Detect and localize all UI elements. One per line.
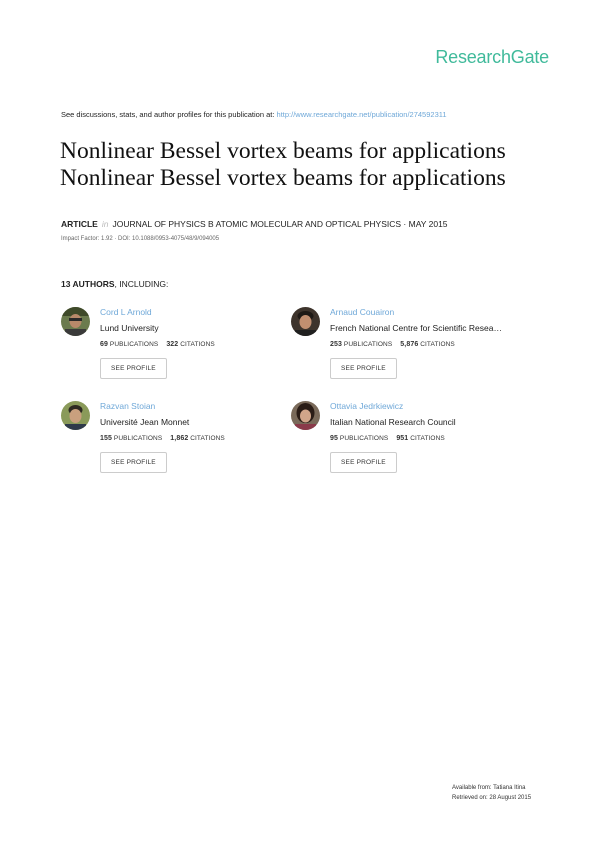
citations-count: 322 xyxy=(166,341,179,348)
avatar[interactable] xyxy=(291,307,320,336)
author-stats xyxy=(100,341,300,348)
researchgate-logo[interactable]: ResearchGate xyxy=(435,47,549,67)
publication-meta xyxy=(61,219,448,229)
author-name[interactable]: Ottavia Jedrkiewicz xyxy=(330,401,404,411)
author-name[interactable]: Razvan Stoian xyxy=(100,401,156,411)
available-from: Available from: Tatiana Itina xyxy=(452,785,526,791)
footer-info xyxy=(452,783,531,803)
see-profile-button[interactable]: SEE PROFILE xyxy=(100,358,167,379)
discussion-line xyxy=(61,110,447,119)
author-name[interactable]: Arnaud Couairon xyxy=(330,307,395,317)
publications-count: 253 xyxy=(330,341,342,348)
see-profile-button[interactable]: SEE PROFILE xyxy=(330,452,397,473)
publications-label: PUBLICATIONS xyxy=(343,341,393,348)
authors-heading xyxy=(61,279,168,289)
see-profile-button[interactable]: SEE PROFILE xyxy=(330,358,397,379)
author-institution: Université Jean Monnet xyxy=(100,417,190,427)
journal-name[interactable]: JOURNAL OF PHYSICS B ATOMIC MOLECULAR AND OPTICAL PHYSICS · MAY 2015 xyxy=(112,219,448,229)
citations-count: 5,876 xyxy=(400,341,419,348)
impact-factor-doi: Impact Factor: 1.92 · DOI: 10.1088/0953-4075/48/9/094005 xyxy=(61,236,220,242)
author-institution: French National Centre for Scientific Resea… xyxy=(330,323,502,333)
citations-label: CITATIONS xyxy=(190,435,225,442)
publications-count: 69 xyxy=(100,341,108,348)
avatar[interactable] xyxy=(61,401,90,430)
avatar[interactable] xyxy=(61,307,90,336)
author-stats xyxy=(330,341,530,348)
publication-type: ARTICLE xyxy=(61,219,98,229)
author-institution: Lund University xyxy=(100,323,159,333)
author-stats xyxy=(330,435,530,442)
see-profile-button[interactable]: SEE PROFILE xyxy=(100,452,167,473)
avatar[interactable] xyxy=(291,401,320,430)
paper-title-line-1: Nonlinear Bessel vortex beams for applications xyxy=(60,138,506,164)
publications-count: 155 xyxy=(100,435,112,442)
paper-title-line-2: Nonlinear Bessel vortex beams for applications xyxy=(60,165,506,191)
citations-label: CITATIONS xyxy=(410,435,445,442)
publications-count: 95 xyxy=(330,435,338,442)
discussion-text: See discussions, stats, and author profiles for this publication at: xyxy=(61,110,275,119)
paper-title xyxy=(60,138,560,192)
in-label: in xyxy=(101,219,109,229)
authors-suffix: , INCLUDING: xyxy=(114,279,169,289)
publications-label: PUBLICATIONS xyxy=(113,435,163,442)
publications-label: PUBLICATIONS xyxy=(109,341,159,348)
publication-link[interactable]: http://www.researchgate.net/publication/274592311 xyxy=(276,110,447,119)
citations-label: CITATIONS xyxy=(180,341,215,348)
citations-count: 1,862 xyxy=(170,435,189,442)
publications-label: PUBLICATIONS xyxy=(339,435,389,442)
author-stats xyxy=(100,435,300,442)
author-institution: Italian National Research Council xyxy=(330,417,456,427)
citations-count: 951 xyxy=(396,435,409,442)
authors-count: 13 AUTHORS xyxy=(61,279,115,289)
retrieved-on: Retrieved on: 28 August 2015 xyxy=(452,795,532,801)
citations-label: CITATIONS xyxy=(420,341,455,348)
author-name[interactable]: Cord L Arnold xyxy=(100,307,152,317)
